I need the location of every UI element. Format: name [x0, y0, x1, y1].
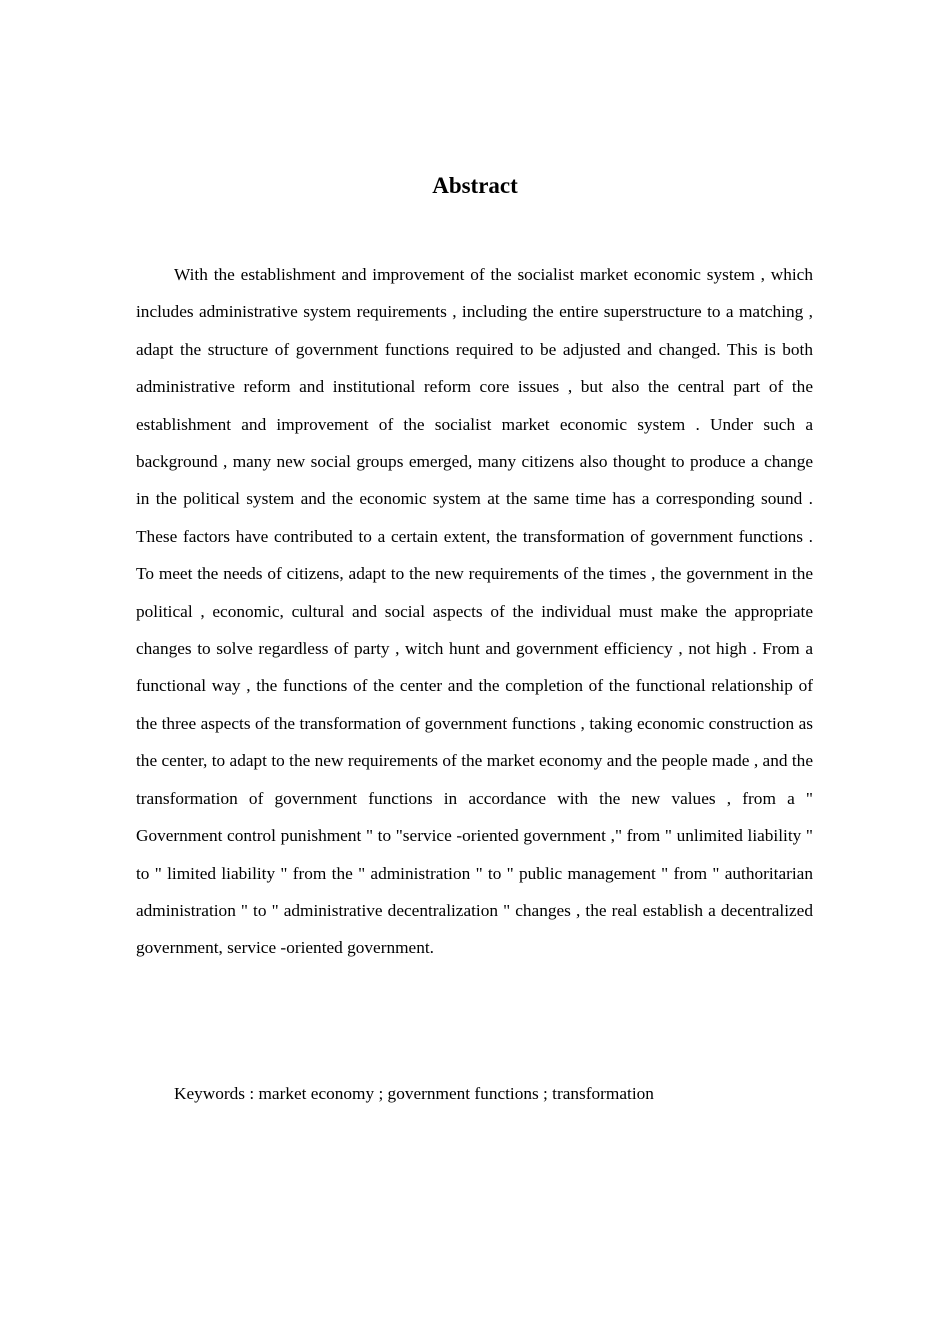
abstract-paragraph: With the establishment and improvement of the socialist market economic system , which includes administrative system requirements , including the entire superstructure to a matching , adapt the structure of government functions required to be adjusted and changed. This is both administrative reform and institutional reform core issues , but also the central part of the establishment and improvement of the socialist market economic system . Under such a background , many new social groups emerged, many citizens also thought to produce a change in the political system and the economic system at the same time has a corresponding sound . These factors have contributed to a certain extent, the transformation of government functions . To meet the needs of citizens, adapt to the new requirements of the times , the government in the political , economic, cultural and social aspects of the individual must make the appropriate changes to solve regardless of party , witch hunt and government efficiency , not high . From a functional way , the functions of the center and the completion of the functional relationship of the three aspects of the transformation of government functions , taking economic construction as the center, to adapt to the new requirements of the market economy and the people made , and the transformation of government functions in accordance with the new values , from a " Government control punishment " to "service -oriented government ," from " unlimited liability " to " limited liability " from the " administration " to " public management " from " authoritarian administration " to " administrative decentralization " changes , the real establish a decentralized government, service -oriented government. — [136, 265, 813, 958]
keywords-line: Keywords : market economy ; government functions ; transformation — [174, 1084, 654, 1103]
page-title: Abstract — [432, 173, 518, 198]
